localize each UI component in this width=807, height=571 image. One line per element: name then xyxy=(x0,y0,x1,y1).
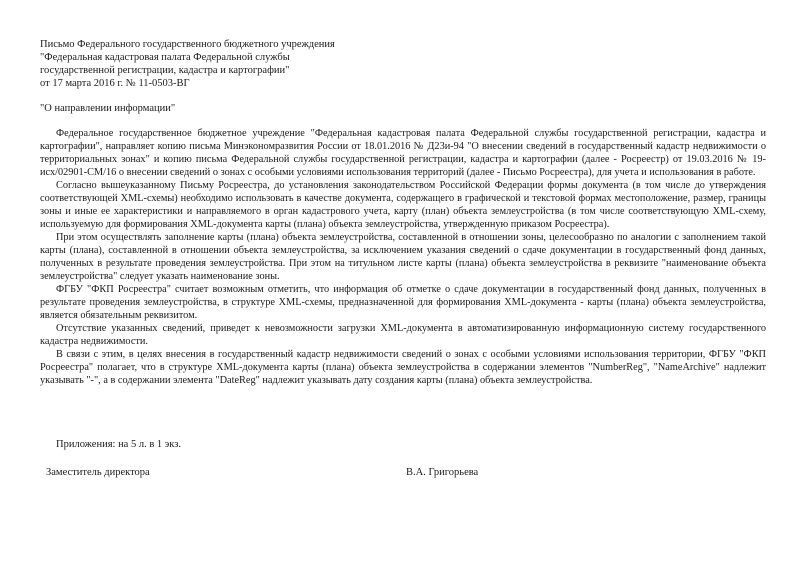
header-line-4: от 17 марта 2016 г. № 11-0503-ВГ xyxy=(40,78,190,89)
header-line-3: государственной регистрации, кадастра и картографии" xyxy=(40,65,290,76)
paragraph: Федеральное государственное бюджетное учреждение "Федеральная кадастровая палата Федеральной службы государственной регистрации, кадастра и картографии", направляет копию письма Минэкономразвития России от 18.01.2016 № Д23и-94 "О внесении сведений в государственный кадастр недвижимости о территориальных зонах" и копию письма Федеральной службы государственной регистрации, кадастра и картографии (далее - Росреестр) от 19.03.2016 № 19-исх/02901-СМ/16 о внесении сведений о зонах с особыми условиями использования территорий (далее - Письмо Росреестра), для учета и использования в работе. xyxy=(40,128,766,178)
letter-subject: "О направлении информации" xyxy=(40,103,176,114)
header-line-1: Письмо Федерального государственного бюджетного учреждения xyxy=(40,39,335,50)
letter-body xyxy=(40,127,766,387)
paragraph: ФГБУ "ФКП Росреестра" считает возможным отметить, что информация об отметке о сдаче документации в государственный фонд данных, полученных в результате проведения землеустройства, в структуре XML-схемы, предназначенной для формирования XML-документа - карты (плана) объекта землеустройства, является обязательным реквизитом. xyxy=(40,284,766,321)
paragraph: Согласно вышеуказанному Письму Росреестра, до установления законодательством Российской Федерации формы документа (в том числе до утверждения соответствующей XML-схемы) необходимо использовать в качестве документа, содержащего в графической и текстовой формах местоположение, размер, границы зоны и иные ее характеристики и направляемого в орган кадастрового учета, карту (план) объекта землеустройства (в том числе соответствующую XML-схему, используемую для формирования XML-документа карты (плана) объекта землеустройства, утвержденную приказом Росреестра). xyxy=(40,180,766,230)
signatory-name: В.А. Григорьева xyxy=(406,467,479,478)
paragraph: В связи с этим, в целях внесения в государственный кадастр недвижимости сведений о зонах с особыми условиями использования территории, ФГБУ "ФКП Росреестра" полагает, что в структуре XML-документа карты (плана) объекта землеустройства в содержании элементов "NumberReg", "NameArchive" надлежит указывать "-", а в содержании элемента "DateReg" надлежит указывать дату создания карты (плана) объекта землеустройства. xyxy=(40,349,766,386)
attachment-note: Приложения: на 5 л. в 1 экз. xyxy=(56,439,182,450)
letter-header xyxy=(40,38,460,90)
signatory-role: Заместитель директора xyxy=(46,467,150,478)
header-line-2: "Федеральная кадастровая палата Федеральной службы xyxy=(40,52,290,63)
paragraph: При этом осуществлять заполнение карты (плана) объекта землеустройства, составленной в отношении зоны, целесообразно по аналогии с заполнением такой карты (плана), составленной в отношении объекта землеустройства, за исключением указания сведений о сдаче документации в государственный фонд данных, полученных в результате проведения землеустройства. При этом на титульном листе карты (плана) объекта землеустройства в реквизите "наименование объекта землеустройства" следует указать наименование зоны. xyxy=(40,232,766,282)
paragraph: Отсутствие указанных сведений, приведет к невозможности загрузки XML-документа в автоматизированную информационную систему государственного кадастра недвижимости. xyxy=(40,323,766,347)
